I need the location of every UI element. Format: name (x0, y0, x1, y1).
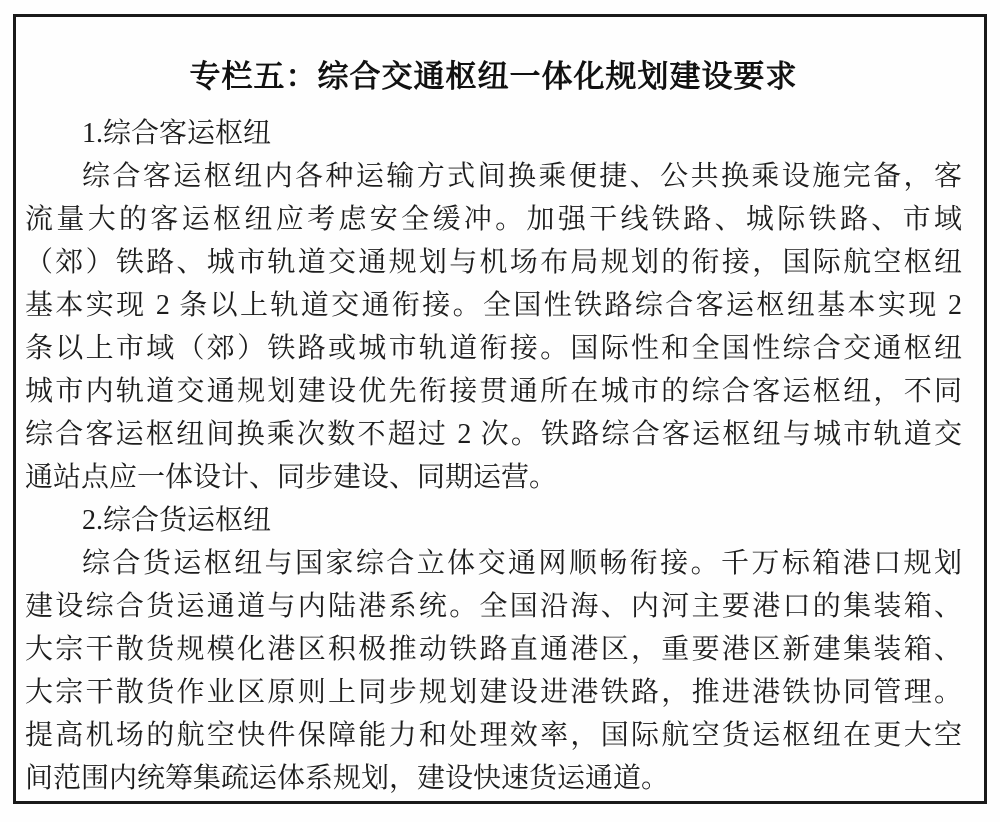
text-line: 综合客运枢纽间换乘次数不超过 2 次。铁路综合客运枢纽与城市轨道交 (25, 419, 962, 450)
text-line: 通站点应一体设计、同步建设、同期运营。 (25, 462, 558, 493)
text-line: 大宗干散货作业区原则上同步规划建设进港铁路，推进港铁协同管理。 (25, 677, 962, 708)
text-line: 综合货运枢纽与国家综合立体交通网顺畅衔接。千万标箱港口规划 (82, 548, 962, 579)
text-line: 2.综合货运枢纽 (82, 505, 272, 536)
text-line: 城市内轨道交通规划建设优先衔接贯通所在城市的综合客运枢纽，不同 (25, 376, 962, 407)
text-line: 建设综合货运通道与内陆港系统。全国沿海、内河主要港口的集装箱、 (25, 591, 962, 622)
text-line: 大宗干散货规模化港区积极推动铁路直通港区，重要港区新建集装箱、 (25, 634, 962, 665)
body-lines (25, 112, 962, 800)
text-line: 1.综合客运枢纽 (82, 118, 272, 149)
column-panel (13, 14, 987, 804)
text-line: 综合客运枢纽内各种运输方式间换乘便捷、公共换乘设施完备，客 (82, 161, 962, 192)
text-line: 条以上市域（郊）铁路或城市轨道衔接。国际性和全国性综合交通枢纽 (25, 333, 962, 364)
text-line: 基本实现 2 条以上轨道交通衔接。全国性铁路综合客运枢纽基本实现 2 (25, 290, 962, 321)
panel-title: 专栏五：综合交通枢纽一体化规划建设要求 (189, 59, 798, 94)
text-line: 间范围内统筹集疏运体系规划，建设快速货运通道。 (25, 763, 670, 794)
text-line: （郊）铁路、城市轨道交通规划与机场布局规划的衔接，国际航空枢纽 (25, 247, 962, 278)
text-line: 流量大的客运枢纽应考虑安全缓冲。加强干线铁路、城际铁路、市域 (25, 204, 962, 235)
text-line: 提高机场的航空快件保障能力和处理效率，国际航空货运枢纽在更大空 (25, 720, 962, 751)
